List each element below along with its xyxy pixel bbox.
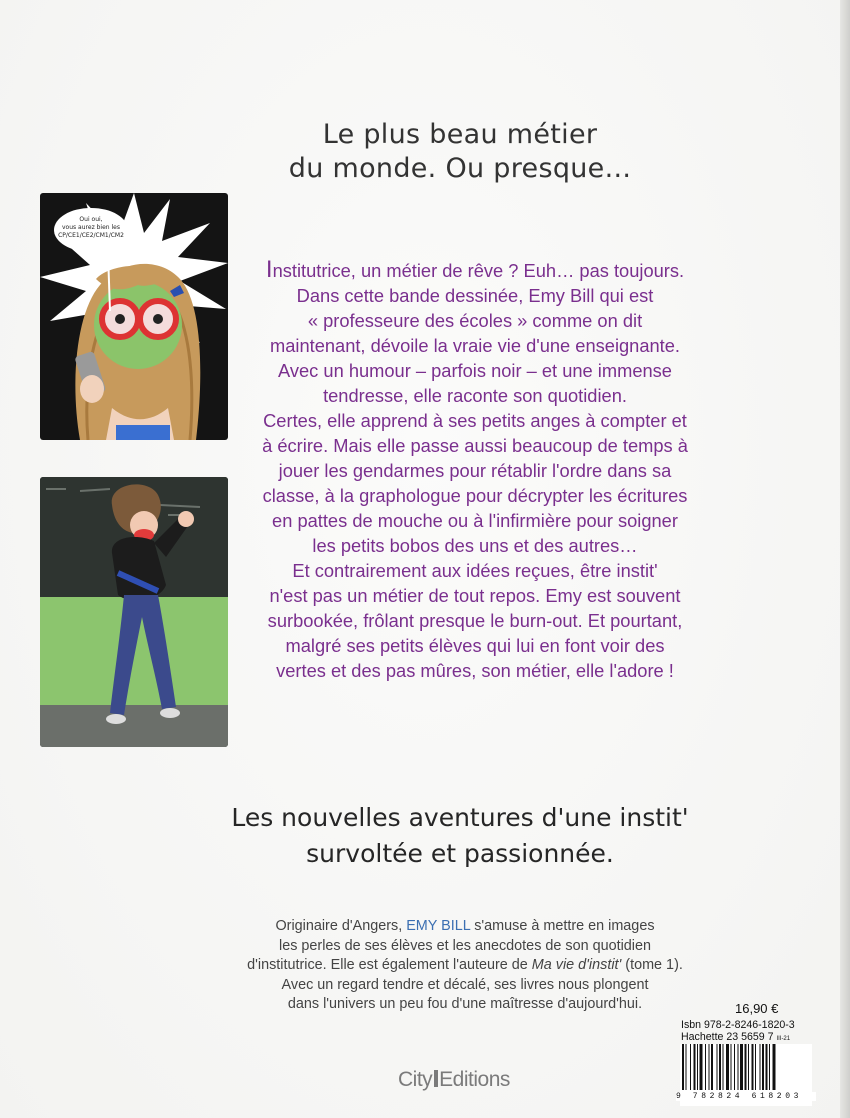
description-first-line [250,257,700,283]
bio-text: s'amuse à mettre en images [470,918,655,934]
description-line: Avec un humour – parfois noir – et une immense [278,360,672,381]
bio-text: (tome 1). [621,957,683,974]
author-bio [215,917,715,1015]
speech-line-1: Oui oui, [79,216,103,223]
description-line: à écrire. Mais elle passe aussi beaucoup de temps à [262,435,688,456]
description-line: Et contrairement aux idées reçues, être instit' [292,560,658,581]
bio-line-3 [215,956,715,976]
barcode-digits: 9 782824 618203 [676,1092,816,1101]
barcode-bars [680,1044,812,1090]
publisher-logo-bar [434,1070,438,1087]
promo-line-2: survoltée et passionnée. [306,839,614,868]
tagline-line-1: Le plus beau métier [322,119,598,150]
description-line: Dans cette bande dessinée, Emy Bill qui est [296,285,654,306]
publisher-city: City [398,1068,433,1091]
bio-text: d'institutrice. Elle est également l'auteure de [247,957,532,974]
price: 16,90 € [735,1001,779,1016]
promo-line [210,800,710,872]
description-line: Certes, elle apprend à ses petits anges à compter et [263,410,687,431]
description [250,257,700,683]
comic-panel-blackboard [40,477,228,747]
speech-line-3: CP/CE1/CE2/CM1/CM2 [58,232,124,239]
description-line: « professeure des écoles » comme on dit [307,310,643,331]
bio-text: Originaire d'Angers, [275,918,407,934]
description-line: classe, à la graphologue pour décrypter les écritures [262,485,688,506]
description-line: en pattes de mouche ou à l'infirmière pour soigner [272,510,678,531]
tagline [250,118,670,186]
hachette-number: Hachette 23 5659 7 [681,1031,774,1043]
hachette-code [681,1031,813,1045]
publisher-editions: Editions [439,1068,510,1091]
bio-line-5: dans l'univers un peu fou d'une maîtresse d'aujourd'hui. [287,996,643,1013]
description-line: malgré ses petits élèves qui lui en font voir des [285,635,665,656]
cover-edge [840,0,850,1118]
description-first-line-text: nstitutrice, un métier de rêve ? Euh… pas toujours. [272,260,685,281]
isbn-number: Isbn 978-2-8246-1820-3 [681,1019,795,1031]
author-name: EMY BILL [406,918,471,934]
description-line: les petits bobos des uns et des autres… [312,535,638,556]
drop-cap: I [265,256,273,283]
angry-teacher-illustration [40,477,228,747]
bio-line-4: Avec un regard tendre et décalé, ses livres nous plongent [281,976,649,993]
speech-line-2: vous aurez bien les [62,224,120,231]
description-line: maintenant, dévoile la vraie vie d'une enseignante. [269,335,681,356]
speech-bubble [54,208,128,252]
description-line: jouer les gendarmes pour rétablir l'ordre dans sa [278,460,672,481]
isbn-block [681,1019,813,1045]
publisher-logo [398,1068,510,1092]
book-title: Ma vie d'instit' [531,957,622,974]
bio-line-1 [215,917,715,937]
tagline-line-2: du monde. Ou presque... [288,153,632,184]
hachette-small-code: III-21 [776,1036,791,1042]
description-line: surbookée, frôlant presque le burn-out. Et pourtant, [267,610,683,631]
bio-line-2: les perles de ses élèves et les anecdotes de son quotidien [279,937,651,954]
promo-line-1: Les nouvelles aventures d'une instit' [231,803,689,832]
description-line: vertes et des pas mûres, son métier, elle l'adore ! [276,660,674,681]
description-line: tendresse, elle raconte son quotidien. [323,385,627,406]
description-line: n'est pas un métier de tout repos. Emy est souvent [269,585,681,606]
